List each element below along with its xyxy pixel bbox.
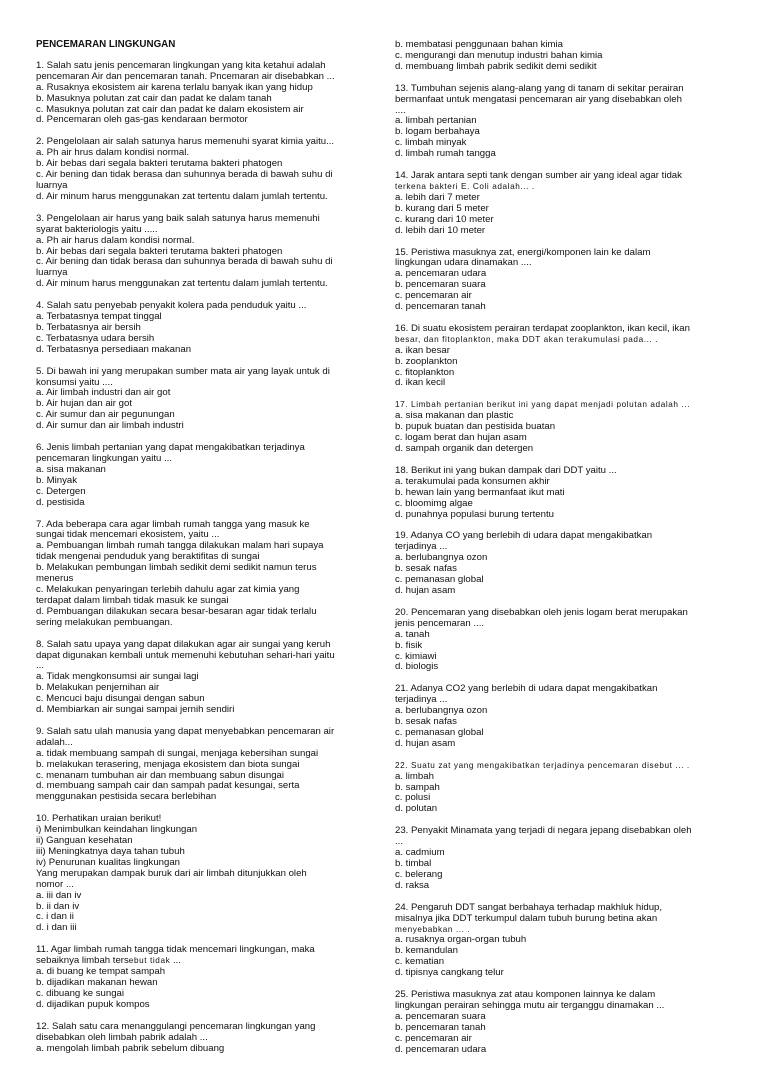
question-text [36,367,366,389]
question-text [395,324,730,346]
question-stem: 1. Salah satu jenis pencemaran lingkungan yang kita ketahui adalah pencemaran Air dan pencemaran tanah. Pncemaran air disebabkan ... [36,59,335,82]
question-stem-small: besar, dan fitoplankton, maka DDT akan terakumulasi pada... . [395,334,659,344]
answer-option: a. Rusaknya ekosistem air karena terlalu banyak ikan yang hidup [36,81,313,93]
answer-option: c. belerang [395,868,443,880]
answer-option: c. Detergen [36,485,86,497]
answer-option: b. melakukan terasering, menjaga ekosistem dan biota sungai [36,758,300,770]
question-item [36,443,366,508]
answer-option: a. berlubangnya ozon [395,705,488,717]
question-stem: 23. Penyakit Minamata yang terjadi di negara jepang disebabkan oleh ... [395,825,692,848]
question-stem-small: 17. Limbah pertanian berikut ini yang dapat menjadi polutan adalah ... [395,400,691,410]
question-item [395,826,730,891]
question-item [36,214,366,290]
answer-option: b. pencemaran suara [395,279,486,291]
question-text [36,640,366,673]
question-item [36,367,366,432]
question-stem: 11. Agar limbah rumah tangga tidak mencemari lingkungan, maka [36,944,315,956]
answer-option: d. Membiarkan air sungai sampai jernih sendiri [36,704,235,716]
answer-option: a. pencemaran suara [395,1010,486,1022]
question-stem-end: ... [170,955,181,967]
question-stem: 12. Salah satu cara menanggulangi pencemaran lingkungan yang disebabkan oleh limbah pabrik adalah ... [36,1020,316,1043]
answer-option: b. Air bebas dari segala bakteri terutama bakteri phatogen [36,245,283,257]
question-stem: 14. Jarak antara septi tank dengan sumber air yang ideal agar tidak [395,170,682,182]
answer-option: b. pencemaran tanah [395,1021,486,1033]
answer-option: d. dijadikan pupuk kompos [36,998,150,1010]
answer-option: b. pupuk buatan dan pestisida buatan [395,421,556,433]
answer-option: c. kimiawi [395,650,437,662]
answer-option: d. ikan kecil [395,377,446,389]
answer-option: c. i dan ii [36,911,74,923]
question-stem: 20. Pencemaran yang disebabkan oleh jenis logam berat merupakan jenis pencemaran .... [395,606,688,629]
question-stem: 9. Salah satu ulah manusia yang dapat menyebabkan pencemaran air adalah... [36,725,335,748]
question-stem: 3. Pengelolaan air harus yang baik salah satunya harus memenuhi syarat bakteriologis yaitu ..... [36,212,320,235]
question-item [36,945,366,1010]
answer-option: a. Terbatasnya tempat tinggal [36,311,162,323]
answer-option: c. Mencuci baju disungai dengan sabun [36,693,205,705]
answer-option: d. raksa [395,879,430,891]
answer-option: a. tidak membuang sampah di sungai, menjaga kebersihan sungai [36,747,319,759]
answer-option: d. Pembuangan dilakukan secara besar-besaran agar tidak terlalu sering melakukan pembuangan. [36,605,317,628]
question-text [395,248,730,270]
question-text [36,214,366,236]
question-item [36,520,366,629]
question-item [36,137,366,202]
answer-option: a. berlubangnya ozon [395,552,488,564]
right-column [395,40,730,1067]
answer-option: a. cadmium [395,847,445,859]
answer-option: a. rusaknya organ-organ tubuh [395,934,527,946]
answer-option: a. di buang ke tempat sampah [36,966,166,978]
answer-option: b. Terbatasnya air bersih [36,321,141,333]
answer-option: c. pencemaran air [395,1032,472,1044]
question-text [36,727,366,749]
question-stem: 15. Peristiwa masuknya zat, energi/komponen lain ke dalam lingkungan udara dinamakan .... [395,246,651,269]
question-item [395,608,730,673]
answer-option: a. lebih dari 7 meter [395,191,480,203]
question-text [36,443,366,465]
answer-option: c. kematian [395,956,445,968]
answer-option: d. lebih dari 10 meter [395,224,486,236]
answer-option: b. Air hujan dan air got [36,398,133,410]
question-item [395,531,730,596]
answer-option: a. Ph air hrus dalam kondisi normal. [36,147,190,159]
question-stem: 4. Salah satu penyebab penyakit kolera pada penduduk yaitu ... [36,300,307,312]
answer-option: c. Air sumur dan air pegunungan [36,409,175,421]
question-stem-line: sebaiknya limbah ters [36,955,129,967]
answer-option: d. Air minum harus menggunakan zat tertentu dalam jumlah tertentu. [36,278,328,290]
question-item [36,814,366,934]
answer-option: b. Air bebas dari segala bakteri terutama bakteri phatogen [36,158,283,170]
question-text [395,171,730,193]
answer-option: c. logam berat dan hujan asam [395,432,527,444]
answer-option: b. zooplankton [395,355,458,367]
answer-option: c. Masuknya polutan zat cair dan padat ke dalam ekosistem air [36,103,304,115]
answer-option: c. pencemaran air [395,290,472,302]
answer-option: a. pencemaran udara [395,268,487,280]
answer-option: d. Air minum harus menggunakan zat tertentu dalam jumlah tertentu. [36,190,328,202]
answer-option: a. limbah [395,770,434,782]
question-stem: 5. Di bawah ini yang merupakan sumber mata air yang layak untuk di konsumsi yaitu .... [36,365,330,388]
answer-option: a. sisa makanan [36,463,106,475]
question-stem: 19. Adanya CO yang berlebih di udara dapat mengakibatkan terjadinya ... [395,530,653,553]
answer-option: c. pemanasan global [395,726,484,738]
answer-option: c. Terbatasnya udara bersih [36,332,155,344]
question-item [36,61,366,126]
question-stem: 24. Pengaruh DDT sangat berbahaya terhadap makhluk hidup, misalnya jika DDT terkumpul dalam tubuh burung betina akan [395,901,663,924]
answer-option: b. ii dan iv [36,900,80,912]
answer-option: d. polutan [395,803,438,815]
answer-option: c. menanam tumbuhan air dan membuang sabun disungai [36,769,284,781]
answer-option: b. hewan lain yang bermanfaat ikut mati [395,486,565,498]
answer-option: c. kurang dari 10 meter [395,213,494,225]
question-text [36,520,366,542]
answer-option: d. membuang limbah pabrik sedikit demi sedikit [395,60,597,72]
answer-option: c. fitoplankton [395,366,455,378]
question-text [395,903,730,936]
question-item [395,171,730,236]
answer-option: a. iii dan iv [36,889,82,901]
answer-option: b. sesak nafas [395,563,457,575]
question-stem-small: terkena bakteri E. Coli adalah... . [395,181,535,191]
answer-option: c. Melakukan penyaringan terlebih dahulu agar zat kimia yang terdapat dalam limbah tidak masuk ke sungai [36,583,300,606]
question-text [395,826,730,848]
question-item [36,727,366,803]
answer-option: d. pencemaran udara [395,1043,487,1055]
answer-option: b. Minyak [36,474,78,486]
answer-option: b. membatasi penggunaan bahan kimia [395,39,564,50]
answer-option: a. Pembuangan limbah rumah tangga dilakukan malam hari supaya tidak mengenai penduduk yang beraktifitas di sungai [36,540,324,563]
answer-option: d. biologis [395,661,439,673]
question-text [395,684,730,706]
answer-option: b. timbal [395,858,432,869]
answer-option: c. limbah minyak [395,137,467,149]
answer-option: c. mengurangi dan menutup industri bahan kimia [395,49,603,61]
question-text [395,761,730,772]
question-text [395,608,730,630]
answer-option: b. fisik [395,639,423,651]
question-item [395,466,730,521]
question-stem: 18. Berikut ini yang bukan dampak dari DDT yaitu ... [395,464,617,476]
answer-option: a. Air limbah industri dan air got [36,387,171,399]
question-stem: 2. Pengelolaan air salah satunya harus memenuhi syarat kimia yaitu... [36,136,335,148]
left-column [36,40,366,1065]
answer-option: d. tipisnya cangkang telur [395,967,504,979]
question-text [395,990,730,1012]
question-stem: 13. Tumbuhan sejenis alang-alang yang di tanam di sekitar perairan bermanfaat untuk mengatasi pencemaran air yang disebabkan oleh .... [395,82,684,116]
question-item [395,684,730,749]
question-stem: 7. Ada beberapa cara agar limbah rumah tangga yang masuk ke sungai tidak mencemari ekosistem, yaitu ... [36,518,310,541]
question-text [36,1022,366,1044]
question-item [395,761,730,816]
question-text [395,531,730,553]
answer-option: b. kemandulan [395,945,458,957]
question-stem: 6. Jenis limbah pertanian yang dapat mengakibatkan terjadinya pencemaran lingkungan yaitu ... [36,442,305,464]
answer-option: d. i dan iii [36,922,77,934]
question-stem-small: menyebabkan ... . [395,924,471,934]
answer-option: d. Terbatasnya persediaan makanan [36,343,192,355]
answer-option: b. Melakukan penjernihan air [36,682,160,694]
answer-option: c. Air bening dan tidak berasa dan suhunnya berada di bawah suhu di luarnya [36,256,333,279]
question-stem: 10. Perhatikan uraian berikut! i) Menimbulkan keindahan lingkungan ii) Ganguan kesehatan iii) Meningkatnya daya tahan tubuh iv) Penurunan kualitas lingkungan Yang merupakan dampak buruk dari air limbah ditunjukkan oleh nomor ... [36,813,307,890]
question-item [395,324,730,389]
question-stem: 21. Adanya CO2 yang berlebih di udara dapat mengakibatkan terjadinya ... [395,683,658,706]
question-item [395,248,730,313]
question-item [395,84,730,160]
answer-option: b. sampah [395,781,440,793]
answer-option: a. Ph air harus dalam kondisi normal. [36,234,195,246]
answer-option: a. Tidak mengkonsumsi air sungai lagi [36,671,199,683]
answer-option: d. limbah rumah tangga [395,148,496,160]
answer-option: c. dibuang ke sungai [36,987,125,999]
question-stem: 8. Salah satu upaya yang dapat dilakukan agar air sungai yang keruh dapat digunakan kembali untuk memenuhi kebutuhan sehari-hari yaitu ... [36,638,335,672]
answer-option: c. bloomimg algae [395,497,473,509]
answer-option: d. hujan asam [395,584,456,596]
question-item [395,990,730,1055]
answer-option: d. pencemaran tanah [395,301,486,313]
answer-option: a. limbah pertanian [395,115,477,127]
answer-option: d. Pencemaran oleh gas-gas kendaraan bermotor [36,114,248,126]
answer-option: a. terakumulai pada konsumen akhir [395,475,550,487]
question-item [36,301,366,356]
question-item [395,400,730,455]
answer-option: d. pestisida [36,496,85,508]
answer-option: a. sisa makanan dan plastic [395,410,514,422]
question-item [36,640,366,716]
question-text [36,814,366,890]
answer-option: b. Masuknya polutan zat cair dan padat ke dalam tanah [36,92,272,104]
answer-option: d. Air sumur dan air limbah industri [36,420,184,432]
answer-option: c. polusi [395,792,431,804]
question-item [36,1022,366,1055]
answer-option: a. mengolah limbah pabrik sebelum dibuang [36,1042,225,1054]
answer-option: d. hujan asam [395,737,456,749]
answer-option: d. punahnya populasi burung tertentu [395,508,554,520]
answer-option: d. sampah organik dan detergen [395,443,534,454]
answer-option: a. tanah [395,628,430,640]
answer-option: c. pemanasan global [395,574,484,586]
question-stem: 16. Di suatu ekosistem perairan terdapat zooplankton, ikan kecil, ikan [395,322,690,334]
question-stem: 25. Peristiwa masuknya zat atau komponen lainnya ke dalam lingkungan perairan sehingga mutu air terganggu dinamakan ... [395,989,665,1011]
answer-option: b. logam berbahaya [395,126,480,138]
answer-option: b. sesak nafas [395,716,457,728]
document-title: PENCEMARAN LINGKUNGAN [36,39,176,50]
answer-option: a. ikan besar [395,344,450,356]
answer-option: c. Air bening dan tidak berasa dan suhunnya berada di bawah suhu di luarnya [36,169,333,191]
answer-option: b. kurang dari 5 meter [395,202,489,214]
answer-option: d. membuang sampah cair dan sampah padat kesungai, serta menggunakan pestisida secara berlebihan [36,780,300,803]
question-stem-small: 22. Suatu zat yang mengakibatkan terjadinya pencemaran disebut ... . [395,760,690,770]
question-text [36,61,366,83]
question-text [395,84,730,117]
question-stem-small: ebut tidak [128,956,171,966]
question-item [395,903,730,979]
answer-option: b. dijadikan makanan hewan [36,976,158,988]
question-12-continuation [395,40,730,73]
question-text [36,945,366,967]
answer-option: b. Melakukan pembungan limbah sedikit demi sedikit namun terus menerus [36,562,317,585]
